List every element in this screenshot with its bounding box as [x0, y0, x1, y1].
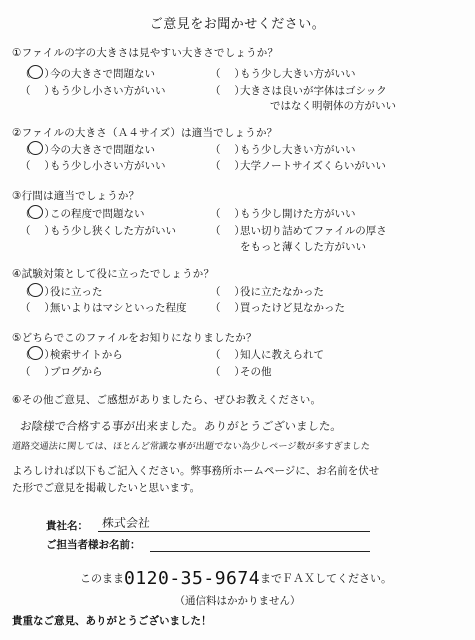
q4-option-2[interactable] — [210, 284, 324, 299]
q1-option-2[interactable] — [210, 66, 356, 81]
q2-option-3-checkbox[interactable]: （ ） — [20, 160, 55, 172]
q2-option-3-label: もう少し小さい方がいい — [50, 160, 166, 172]
request-line-1: よろしければ以下もご記入ください。弊事務所ホームページに、お名前を伏せ — [12, 465, 380, 477]
q3-option-2-label: もう少し開けた方がいい — [240, 208, 356, 220]
contact-label: ご担当者様お名前： — [46, 539, 141, 551]
q5-option-3-label: ブログから — [50, 366, 103, 378]
request-line-2: た形でご意見を掲載したいと思います。 — [12, 482, 201, 494]
q5-option-3-checkbox[interactable]: （ ） — [20, 366, 55, 378]
q1-option-1[interactable] — [20, 66, 155, 81]
q5-option-1[interactable] — [20, 347, 123, 362]
q2-option-4[interactable] — [210, 158, 386, 173]
q1-option-4-label: 大きさは良いが字体はゴシック — [240, 85, 387, 97]
q2-option-1-checkbox-circled[interactable]: （ ） — [20, 144, 55, 156]
q3-option-3-label: もう少し狭くした方がいい — [50, 225, 176, 237]
q2-option-2-checkbox[interactable]: （ ） — [210, 144, 245, 156]
fax-instruction — [80, 568, 392, 589]
q5-option-4[interactable] — [210, 364, 272, 379]
q3-option-4[interactable] — [210, 223, 387, 238]
q4-option-3-label: 無いよりはマシといった程度 — [50, 302, 187, 314]
question-4: ④試験対策として役に立ったでしょうか？ — [12, 268, 215, 280]
q5-option-1-checkbox-circled[interactable]: （ ） — [20, 349, 55, 361]
question-6: ⑥その他ご意見、ご感想がありましたら、ぜひお教えください。 — [12, 394, 322, 406]
q4-option-1-label: 役に立った — [50, 286, 103, 298]
company-name-field[interactable]: 株式会社 — [101, 516, 151, 530]
contact-name-field[interactable] — [150, 551, 370, 552]
fax-prefix: このまま — [80, 572, 124, 585]
question-1: ①ファイルの字の大きさは見やすい大きさでしょうか？ — [12, 47, 279, 59]
fax-suffix: までＦＡＸしてください。 — [260, 572, 393, 585]
q4-option-3[interactable] — [20, 300, 187, 315]
q2-option-1[interactable] — [20, 142, 155, 157]
q3-option-2[interactable] — [210, 206, 356, 221]
q3-option-1-checkbox-circled[interactable]: （ ） — [20, 208, 55, 220]
q2-option-2-label: もう少し大きい方がいい — [240, 144, 356, 156]
q2-option-2[interactable] — [210, 142, 356, 157]
q5-option-2-label: 知人に教えられて — [240, 349, 324, 361]
q4-option-2-label: 役に立たなかった — [240, 286, 324, 298]
q2-option-4-checkbox[interactable]: （ ） — [210, 160, 245, 172]
q1-option-1-label: 今の大きさで問題ない — [50, 68, 155, 80]
q3-option-3[interactable] — [20, 223, 176, 238]
q5-option-1-label: 検索サイトから — [50, 349, 123, 361]
company-underline — [98, 531, 370, 532]
handwritten-answer-line-2: 道路交通法に関しては、ほとんど常識な事が出題でない為少しページ数が多すぎました — [11, 441, 371, 452]
q3-option-4-continued: をもっと薄くした方がいい — [240, 241, 366, 253]
q1-option-3-checkbox[interactable]: （ ） — [20, 85, 55, 97]
q5-option-2[interactable] — [210, 347, 324, 362]
handwritten-answer-line-1: お陰様で合格する事が出来ました。ありがとうございました。 — [19, 419, 343, 433]
q4-option-1-checkbox-circled[interactable]: （ ） — [20, 286, 55, 298]
question-3: ③行間は適当でしょうか？ — [12, 190, 140, 202]
form-title: ご意見をお聞かせください。 — [149, 17, 326, 32]
q2-option-1-label: 今の大きさで問題ない — [50, 144, 155, 156]
q5-option-3[interactable] — [20, 364, 103, 379]
q3-option-3-checkbox[interactable]: （ ） — [20, 225, 55, 237]
q3-option-4-label: 思い切り詰めてファイルの厚さ — [240, 225, 387, 237]
thanks-message: 貴重なご意見、ありがとうございました！ — [12, 615, 212, 627]
q1-option-4-continued: ではなく明朝体の方がいい — [270, 100, 396, 112]
q5-option-4-label: その他 — [240, 366, 272, 378]
q3-option-4-checkbox[interactable]: （ ） — [210, 225, 245, 237]
question-5: ⑤どちらでこのファイルをお知りになりましたか？ — [12, 332, 257, 344]
q5-option-2-checkbox[interactable]: （ ） — [210, 349, 245, 361]
q3-option-1-label: この程度で問題ない — [50, 208, 145, 220]
q5-option-4-checkbox[interactable]: （ ） — [210, 366, 245, 378]
q4-option-4-checkbox[interactable]: （ ） — [210, 302, 245, 314]
q1-option-2-label: もう少し大きい方がいい — [240, 68, 356, 80]
q4-option-2-checkbox[interactable]: （ ） — [210, 286, 245, 298]
q2-option-4-label: 大学ノートサイズくらいがいい — [240, 160, 386, 172]
q3-option-2-checkbox[interactable]: （ ） — [210, 208, 245, 220]
q1-option-1-checkbox-circled[interactable]: （ ） — [20, 68, 55, 80]
q1-option-3-label: もう少し小さい方がいい — [50, 85, 166, 97]
fax-note: （通信料はかかりません） — [174, 595, 301, 607]
q4-option-4-label: 買ったけど見なかった — [240, 302, 345, 314]
q1-option-3[interactable] — [20, 83, 166, 98]
q4-option-3-checkbox[interactable]: （ ） — [20, 302, 55, 314]
q3-option-1[interactable] — [20, 206, 145, 221]
q4-option-4[interactable] — [210, 300, 345, 315]
q1-option-2-checkbox[interactable]: （ ） — [210, 68, 245, 80]
q1-option-4[interactable] — [210, 83, 387, 98]
company-label: 貴社名： — [46, 520, 88, 532]
q2-option-3[interactable] — [20, 158, 166, 173]
question-2: ②ファイルの大きさ（Ａ４サイズ）は適当でしょうか？ — [12, 127, 278, 139]
q4-option-1[interactable] — [20, 284, 103, 299]
q1-option-4-checkbox[interactable]: （ ） — [210, 85, 245, 97]
fax-number: 0120-35-9674 — [124, 568, 261, 589]
